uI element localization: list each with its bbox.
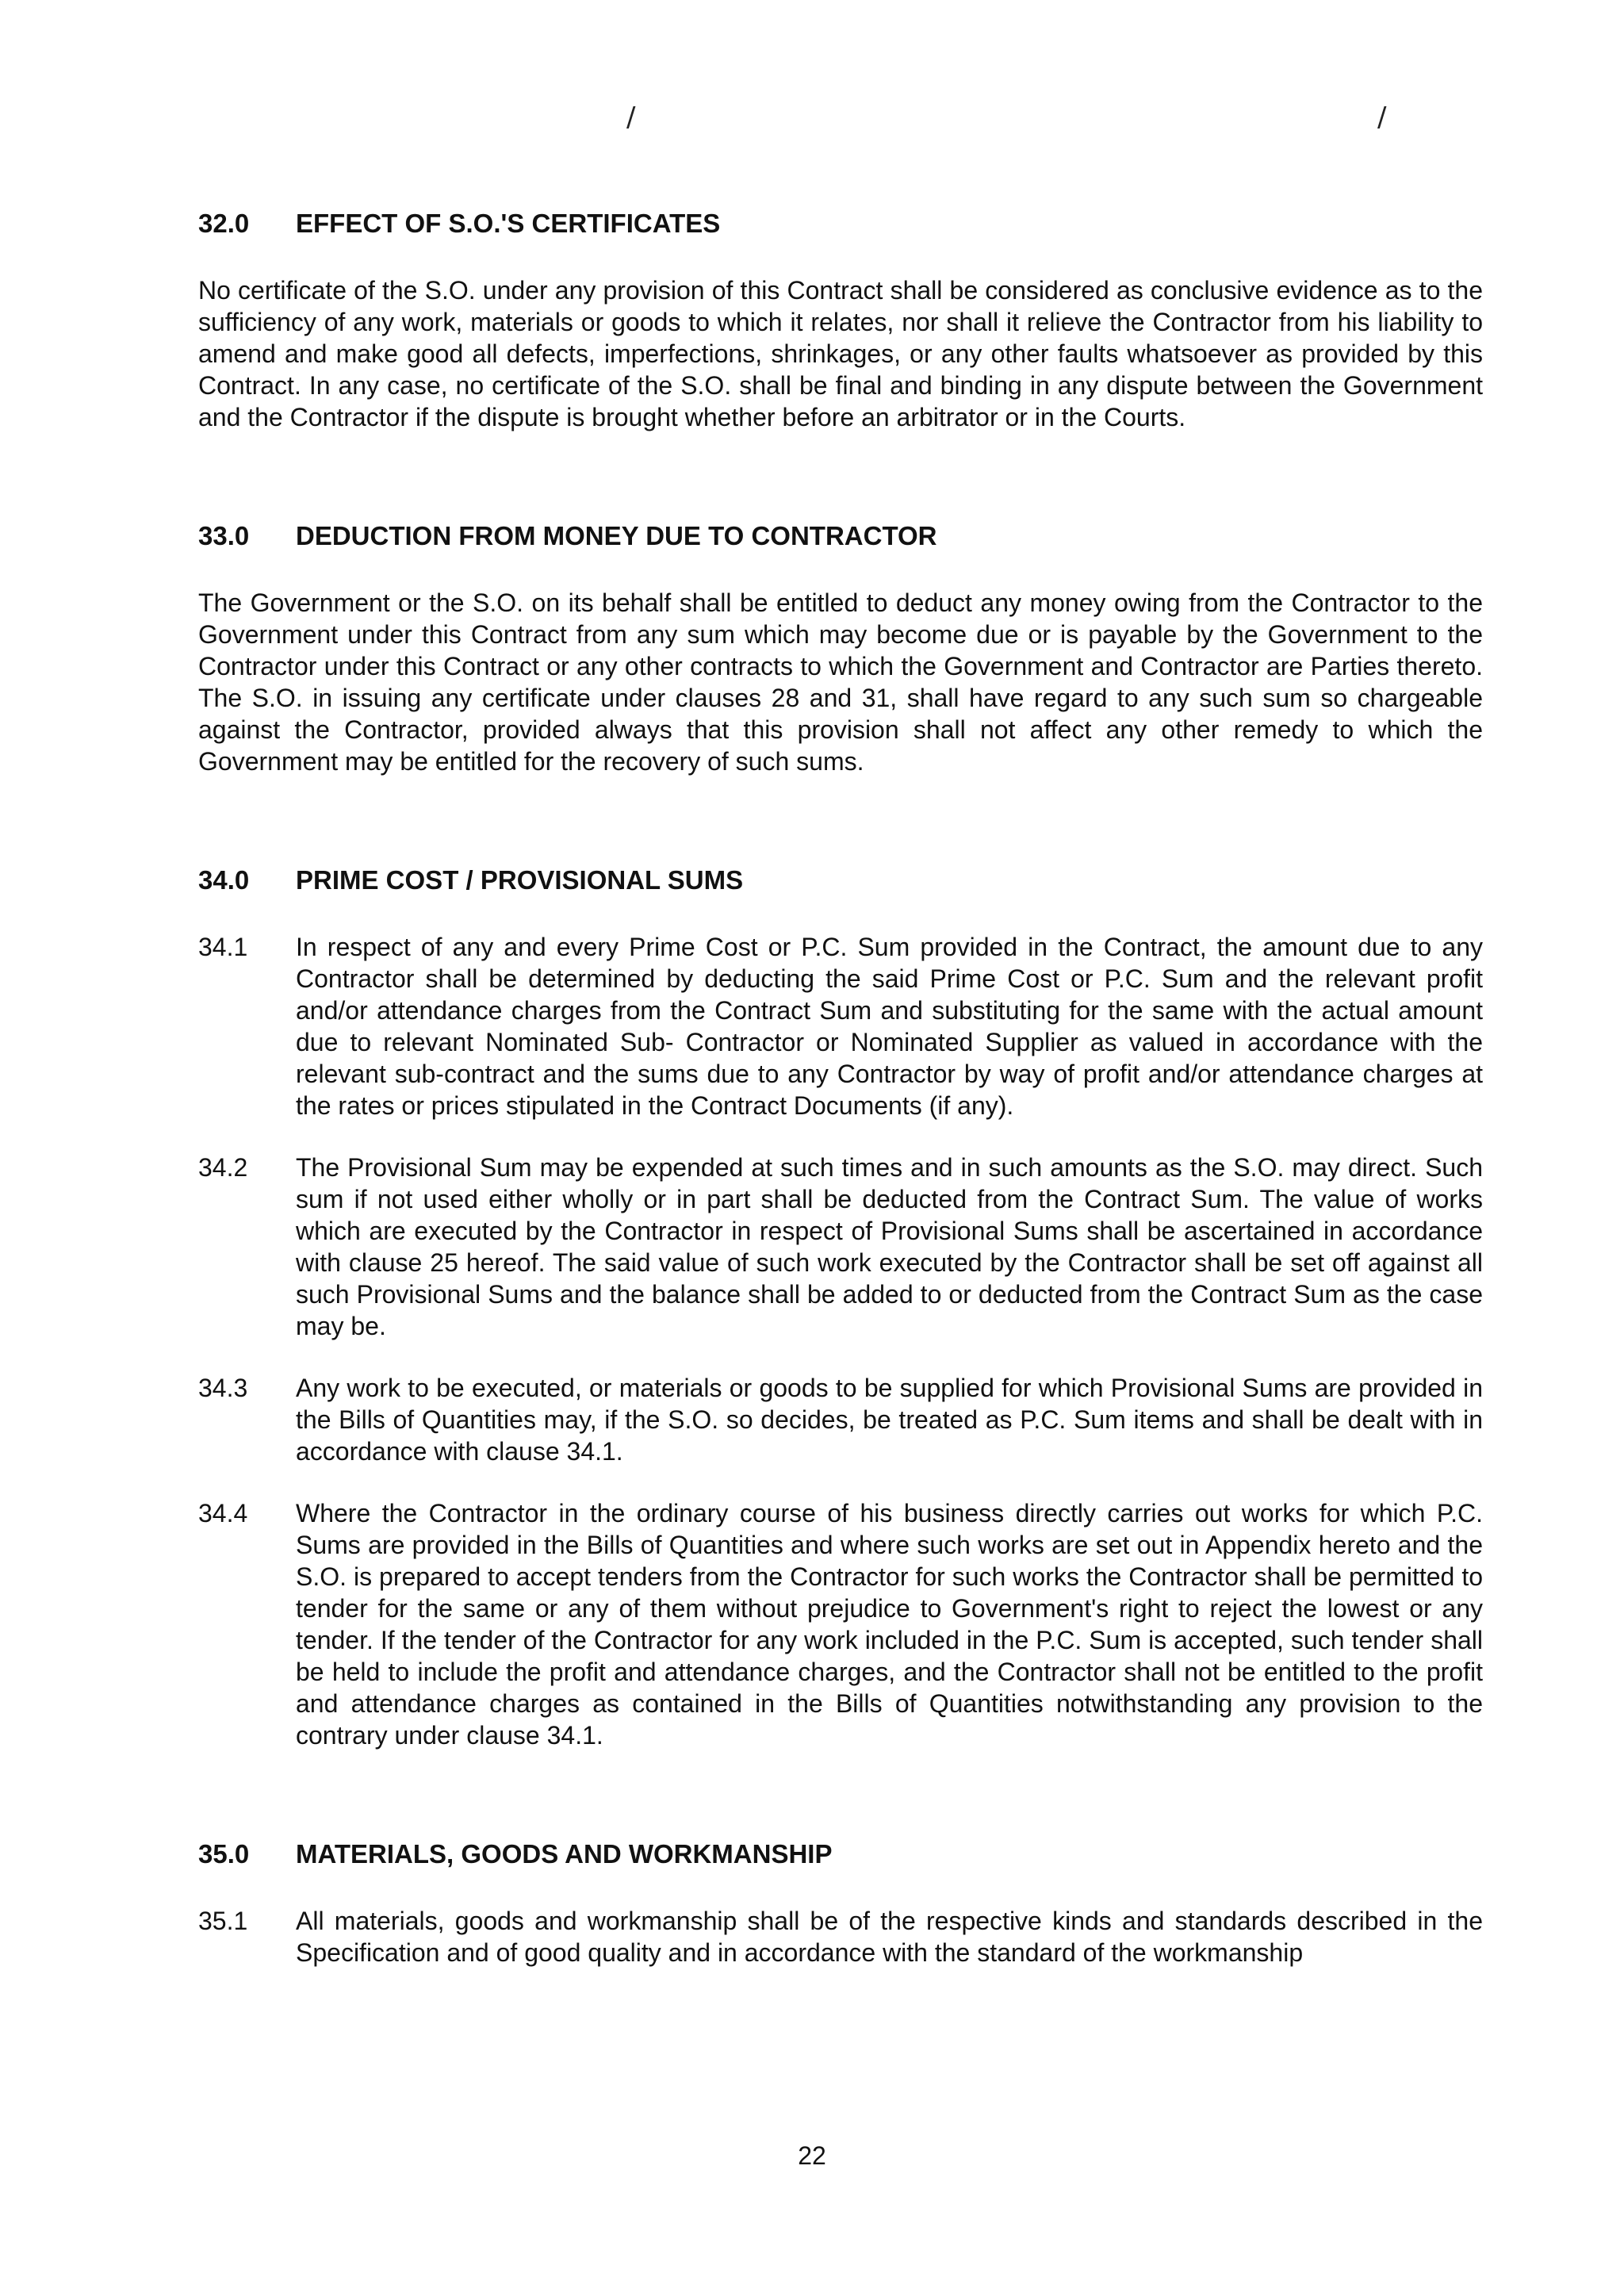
clause-number: 34.4: [198, 1499, 248, 1527]
clause-text: Where the Contractor in the ordinary course of his business directly carries out works for which P.C. Sums are provided in the Bills of Quantities and where such works are set out in Appendix hereto and the S.O. is prepared to accept tenders from the Contractor for such works the Contractor shall be permitted to tender for the same or any of them without prejudice to Government's right to reject the lowest or any tender. If the tender of the Contractor for any work included in the P.C. Sum is accepted, such tender shall be held to include the profit and attendance charges, and the Contractor shall not be entitled to the profit and attendance charges as contained in the Bills of Quantities notwithstanding any provision to the contrary under clause 34.1.: [296, 1499, 1483, 1750]
section-heading-34: [198, 864, 1483, 896]
document-body: [198, 208, 1483, 1968]
section-heading-32: [198, 208, 1483, 240]
clause-34-1: [198, 931, 1483, 1121]
clause-text: In respect of any and every Prime Cost or P.C. Sum provided in the Contract, the amount due to any Contractor shall be determined by deducting the said Prime Cost or P.C. Sum and the relevant profit and/or attendance charges from the Contract Sum and substituting for the same with the actual amount due to relevant Nominated Sub- Contractor or Nominated Supplier as valued in accordance with the relevant sub-contract and the sums due to any Contractor by way of profit and/or attendance charges at the rates or prices stipulated in the Contract Documents (if any).: [296, 933, 1483, 1120]
section-heading-35: [198, 1838, 1483, 1870]
section-title: PRIME COST / PROVISIONAL SUMS: [296, 865, 744, 895]
clause-number: 35.1: [198, 1907, 248, 1935]
clause-number: 34.3: [198, 1374, 248, 1402]
clause-text: Any work to be executed, or materials or goods to be supplied for which Provisional Sums are provided in the Bills of Quantities may, if the S.O. so decides, be treated as P.C. Sum items and shall be dealt with in accordance with clause 34.1.: [296, 1374, 1483, 1466]
section-title: EFFECT OF S.O.'S CERTIFICATES: [296, 209, 721, 238]
clause-34-3: [198, 1372, 1483, 1467]
section-number: 35.0: [198, 1839, 250, 1869]
clause-number: 34.2: [198, 1153, 248, 1182]
section-body-32: No certificate of the S.O. under any provision of this Contract shall be considered as conclusive evidence as to the sufficiency of any work, materials or goods to which it relates, nor shall it relieve the Contractor from his liability to amend and make good all defects, imperfections, shrinkages, or any other faults whatsoever as provided by this Contract. In any case, no certificate of the S.O. shall be final and binding in any dispute between the Government and the Contractor if the dispute is brought whether before an arbitrator or in the Courts.: [198, 276, 1483, 431]
section-number: 33.0: [198, 521, 250, 550]
clause-34-2: [198, 1152, 1483, 1342]
section-body-33: The Government or the S.O. on its behalf shall be entitled to deduct any money owing from the Contractor to the Government under this Contract from any sum which may become due or is payable by the Government to the Contractor under this Contract or any other contracts to which the Government and Contractor are Parties thereto. The S.O. in issuing any certificate under clauses 28 and 31, shall have regard to any such sum so chargeable against the Contractor, provided always that this provision shall not affect any other remedy to which the Government may be entitled for the recovery of such sums.: [198, 588, 1483, 776]
section-title: MATERIALS, GOODS AND WORKMANSHIP: [296, 1839, 833, 1869]
section-number: 32.0: [198, 209, 250, 238]
clause-number: 34.1: [198, 933, 248, 961]
clause-text: The Provisional Sum may be expended at such times and in such amounts as the S.O. may direct. Such sum if not used either wholly or in part shall be deducted from the Contract Sum. The value of works which are executed by the Contractor in respect of Provisional Sums shall be ascertained in accordance with clause 25 hereof. The said value of such work executed by the Contractor shall be set off against all such Provisional Sums and the balance shall be added to or deducted from the Contract Sum as the case may be.: [296, 1153, 1483, 1340]
clause-35-1: [198, 1905, 1483, 1968]
page-number: 22: [798, 2141, 826, 2170]
tick-mark-left: /: [626, 102, 636, 133]
section-title: DEDUCTION FROM MONEY DUE TO CONTRACTOR: [296, 521, 937, 550]
clause-text: All materials, goods and workmanship shall be of the respective kinds and standards described in the Specification and of good quality and in accordance with the standard of the workmanship: [296, 1907, 1483, 1967]
tick-mark-right: /: [1377, 102, 1387, 133]
section-number: 34.0: [198, 865, 250, 895]
clause-34-4: [198, 1497, 1483, 1751]
section-heading-33: [198, 520, 1483, 552]
